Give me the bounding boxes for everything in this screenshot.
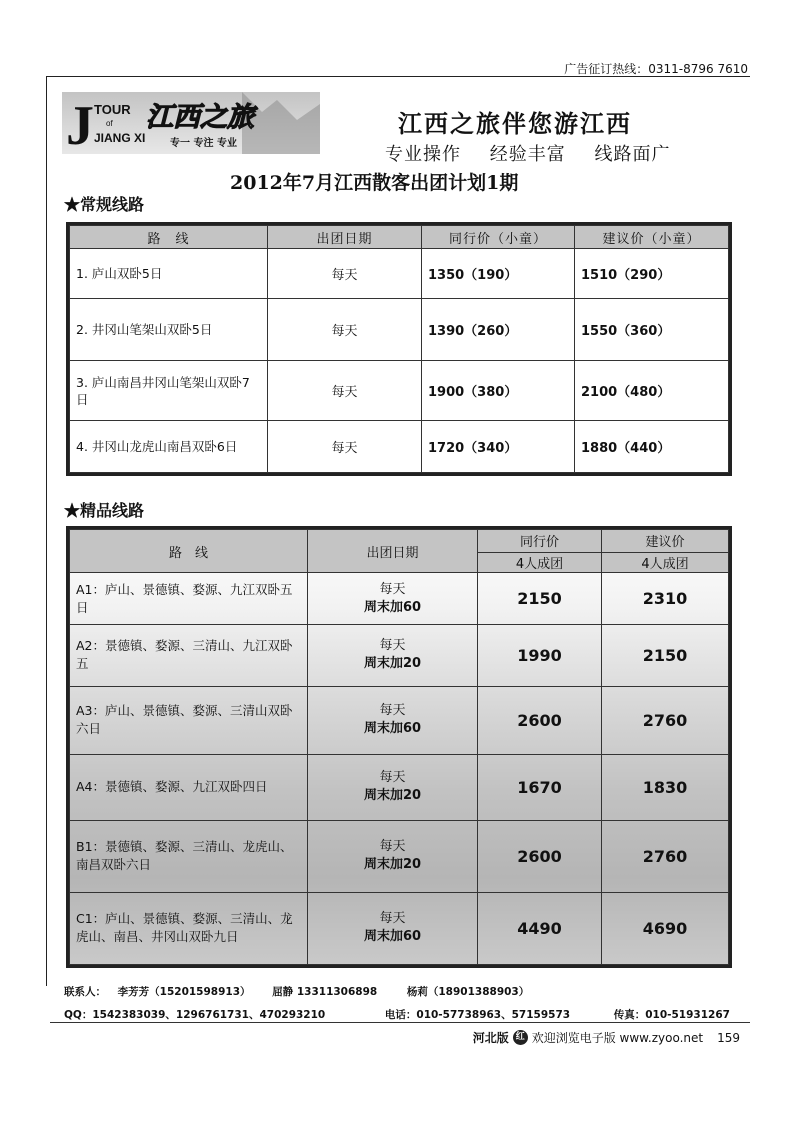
date-cell: 每天 — [268, 421, 422, 473]
route-cell: 3. 庐山南昌井冈山笔架山双卧7日 — [70, 361, 268, 421]
contact-line — [64, 984, 744, 999]
header-suggested-group: 4人成团 — [602, 552, 729, 573]
peer-price-cell: 1350（190） — [422, 249, 575, 299]
welcome-text: 欢迎浏览电子版 www.zyoo.net — [531, 1031, 704, 1045]
peer-price-cell: 2600 — [478, 686, 602, 754]
logo-tour-text: TOUR — [94, 102, 131, 117]
suggested-price-cell: 2760 — [602, 686, 729, 754]
date-cell — [308, 686, 478, 754]
date-cell: 每天 — [268, 299, 422, 361]
plan-title: 2012年7月江西散客出团计划1期 — [230, 172, 519, 194]
peer-price-cell: 4490 — [478, 892, 602, 964]
premium-routes-table — [66, 526, 732, 968]
date-text: 每天 — [379, 839, 406, 855]
phone-numbers: 电话：010-57738963、57159573 — [384, 1009, 571, 1021]
header-peer-group: 4人成团 — [478, 552, 602, 573]
top-divider — [46, 76, 750, 77]
date-cell — [308, 892, 478, 964]
table-row — [70, 361, 729, 421]
header-date: 出团日期 — [268, 226, 422, 249]
page-footer — [473, 1029, 740, 1046]
regular-routes-title: ★常规线路 — [64, 195, 145, 214]
page-number: 159 — [717, 1030, 740, 1045]
date-cell — [308, 754, 478, 820]
weekend-surcharge: 周末加60 — [363, 599, 422, 615]
route-cell: 4. 井冈山龙虎山南昌双卧6日 — [70, 421, 268, 473]
date-text: 每天 — [379, 638, 406, 654]
suggested-price-cell: 2760 — [602, 820, 729, 892]
suggested-price-cell: 2310 — [602, 573, 729, 625]
peer-price-cell: 1390（260） — [422, 299, 575, 361]
table-row — [70, 754, 729, 820]
contact-person: 李芳芳（15201598913） — [117, 986, 251, 998]
svg-text:J: J — [66, 95, 94, 154]
qq-numbers: QQ：1542383039、1296761731、470293210 — [64, 1009, 326, 1021]
route-cell: A3：庐山、景德镇、婺源、三清山双卧六日 — [70, 686, 308, 754]
slogan: 江西之旅伴您游江西 — [398, 109, 632, 138]
premium-routes-title: ★精品线路 — [64, 501, 145, 520]
header-date: 出团日期 — [308, 530, 478, 573]
contact-person: 屈静 13311306898 — [272, 986, 378, 998]
contact-person: 杨莉（18901388903） — [406, 986, 530, 998]
header-peer-price: 同行价（小童） — [422, 226, 575, 249]
table-row — [70, 249, 729, 299]
logo-tagline-text: 专一 专注 专业 — [170, 138, 237, 149]
left-border — [46, 76, 47, 986]
suggested-price-cell: 2100（480） — [575, 361, 729, 421]
suggested-price-cell: 1550（360） — [575, 299, 729, 361]
route-cell: A1：庐山、景德镇、婺源、九江双卧五日 — [70, 573, 308, 625]
peer-price-cell: 1720（340） — [422, 421, 575, 473]
contact-numbers — [64, 1007, 744, 1022]
date-text: 每天 — [379, 581, 406, 597]
route-cell: 2. 井冈山笔架山双卧5日 — [70, 299, 268, 361]
table-row — [70, 573, 729, 625]
header-peer-price: 同行价 — [478, 530, 602, 553]
weekend-surcharge: 周末加20 — [363, 857, 422, 873]
date-cell — [308, 624, 478, 686]
features — [385, 140, 692, 166]
table-row — [70, 892, 729, 964]
date-text: 每天 — [379, 770, 406, 786]
header-suggested-price: 建议价（小童） — [575, 226, 729, 249]
edition-label: 河北版 — [472, 1031, 509, 1045]
date-cell: 每天 — [268, 249, 422, 299]
logo-name-text: 江西之旅 — [146, 102, 254, 133]
regular-routes-table — [66, 222, 732, 476]
suggested-price-cell: 1830 — [602, 754, 729, 820]
table-row — [70, 686, 729, 754]
table-row — [70, 820, 729, 892]
weekend-surcharge: 周末加20 — [363, 656, 422, 672]
feature-item: 经验丰富 — [489, 144, 566, 165]
logo-of-text: of — [106, 119, 113, 128]
route-cell: C1：庐山、景德镇、婺源、三清山、龙虎山、南昌、井冈山双卧九日 — [70, 892, 308, 964]
table-header-row — [70, 530, 729, 553]
date-cell — [308, 820, 478, 892]
peer-price-cell: 1900（380） — [422, 361, 575, 421]
suggested-price-cell: 1510（290） — [575, 249, 729, 299]
edition-badge-icon: 红 — [513, 1030, 528, 1045]
suggested-price-cell: 4690 — [602, 892, 729, 964]
table-row — [70, 299, 729, 361]
contact-label: 联系人： — [64, 986, 106, 998]
date-text: 每天 — [379, 911, 406, 927]
route-cell: A4：景德镇、婺源、九江双卧四日 — [70, 754, 308, 820]
weekend-surcharge: 周末加20 — [363, 788, 422, 804]
route-cell: A2：景德镇、婺源、三清山、九江双卧五 — [70, 624, 308, 686]
ad-hotline: 广告征订热线：0311-8796 7610 — [564, 62, 748, 76]
date-cell — [308, 573, 478, 625]
suggested-price-cell: 1880（440） — [575, 421, 729, 473]
table-row — [70, 421, 729, 473]
route-cell: 1. 庐山双卧5日 — [70, 249, 268, 299]
header-suggested-price: 建议价 — [602, 530, 729, 553]
logo-jiangxi-text: JIANG XI — [94, 131, 146, 145]
peer-price-cell: 1990 — [478, 624, 602, 686]
peer-price-cell: 2600 — [478, 820, 602, 892]
route-cell: B1：景德镇、婺源、三清山、龙虎山、南昌双卧六日 — [70, 820, 308, 892]
header-route: 路 线 — [70, 226, 268, 249]
feature-item: 线路面广 — [594, 144, 671, 165]
date-cell: 每天 — [268, 361, 422, 421]
footer-divider — [50, 1022, 750, 1023]
peer-price-cell: 2150 — [478, 573, 602, 625]
table-header-row — [70, 226, 729, 249]
weekend-surcharge: 周末加60 — [363, 721, 422, 737]
weekend-surcharge: 周末加60 — [363, 929, 422, 945]
date-text: 每天 — [379, 703, 406, 719]
jiangxi-tour-logo — [62, 92, 320, 154]
peer-price-cell: 1670 — [478, 754, 602, 820]
table-row — [70, 624, 729, 686]
suggested-price-cell: 2150 — [602, 624, 729, 686]
fax-number: 传真：010-51931267 — [613, 1009, 730, 1021]
header-route: 路 线 — [70, 530, 308, 573]
feature-item: 专业操作 — [385, 144, 461, 165]
